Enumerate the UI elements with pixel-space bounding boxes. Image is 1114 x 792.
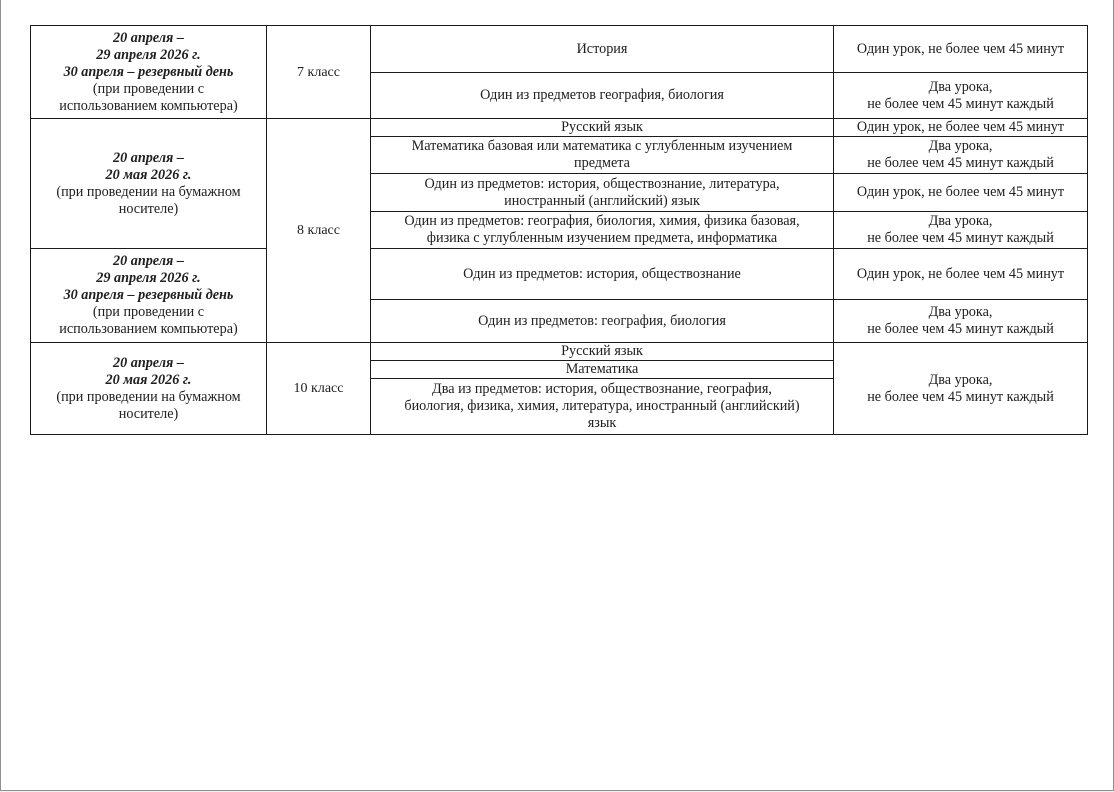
subject-text: Русский язык [561,343,643,359]
duration-cell [834,174,1088,212]
date-line: использованием компьютера) [59,321,238,337]
date-line: 30 апреля – резервный день [63,63,234,80]
date-line: носителе) [118,405,179,422]
duration-text: Два урока, [928,371,993,388]
date-line: использованием компьютера) [59,97,238,114]
subject-cell [371,212,834,249]
table-row [31,119,1088,137]
date-line: 29 апреля 2026 г. [96,270,201,286]
duration-text: Один урок, не более чем 45 минут [856,119,1065,135]
duration-cell [834,249,1088,300]
duration-text: не более чем 45 минут каждый [867,388,1054,405]
date-line: 20 апреля – [113,149,184,166]
subject-cell [371,361,834,379]
subject-cell [371,343,834,361]
duration-cell [834,137,1088,174]
subject-cell [371,249,834,300]
subject-cell [371,300,834,343]
subject-text: Один из предметов: география, биология [478,312,726,329]
table-row [31,249,1088,300]
duration-text: Один урок, не более чем 45 минут [856,265,1065,282]
duration-cell [834,119,1088,137]
schedule-table [30,25,1088,435]
duration-text: Один урок, не более чем 45 минут [856,40,1065,57]
subject-text: физика с углубленным изучением предмета, информатика [426,230,778,246]
duration-text: не более чем 45 минут каждый [867,230,1054,246]
subject-text: Один из предметов: история, обществознание, литература, [424,175,780,192]
date-line: 20 апреля – [113,253,184,269]
subject-text: Два из предметов: история, обществознание, география, [432,381,772,397]
duration-cell [834,343,1088,435]
duration-cell [834,300,1088,343]
subject-text: биология, физика, химия, литература, иностранный (английский) [404,398,800,414]
subject-text: Один из предметов: история, обществознание [463,265,741,282]
duration-cell [834,73,1088,119]
duration-text: Два урока, [928,213,993,229]
duration-text: Два урока, [928,78,993,95]
subject-text: Математика [565,361,639,377]
date-line: (при проведении с [92,304,205,320]
date-line: 20 мая 2026 г. [105,371,192,388]
table-row [31,343,1088,361]
date-line: 20 апреля – [113,29,184,46]
grade-cell: 7 класс [267,26,371,119]
date-line: 30 апреля – резервный день [63,287,234,303]
subject-cell [371,137,834,174]
subject-text: История [576,40,628,57]
date-cell [31,343,267,435]
date-line: 20 мая 2026 г. [105,166,192,183]
date-cell [31,26,267,119]
subject-cell [371,174,834,212]
duration-text: Два урока, [928,304,993,320]
duration-text: не более чем 45 минут каждый [867,321,1054,337]
table-row [31,26,1088,73]
subject-text: Математика базовая или математика с углубленным изучением [411,138,793,154]
date-line: (при проведении на бумажном [56,388,241,405]
date-line: (при проведении на бумажном [56,183,241,200]
date-cell [31,119,267,249]
subject-text: иностранный (английский) язык [504,192,700,209]
subject-text: предмета [574,155,630,171]
subject-text: язык [587,415,617,431]
date-line: 29 апреля 2026 г. [96,46,201,63]
subject-cell [371,73,834,119]
date-line: 20 апреля – [113,354,184,371]
subject-cell [371,119,834,137]
duration-text: не более чем 45 минут каждый [867,155,1054,171]
date-cell [31,249,267,343]
grade-cell: 8 класс [267,119,371,343]
duration-text: Два урока, [928,138,993,154]
subject-text: Один из предметов: география, биология, химия, физика базовая, [404,213,800,229]
duration-text: Один урок, не более чем 45 минут [856,184,1065,200]
subject-text: Русский язык [561,119,643,135]
subject-cell [371,379,834,435]
duration-cell [834,212,1088,249]
duration-text: не более чем 45 минут каждый [867,95,1054,112]
duration-cell [834,26,1088,73]
date-line: носителе) [118,200,179,217]
subject-cell [371,26,834,73]
subject-text: Один из предметов география, биология [480,87,724,103]
grade-cell: 10 класс [267,343,371,435]
date-line: (при проведении с [92,80,205,97]
